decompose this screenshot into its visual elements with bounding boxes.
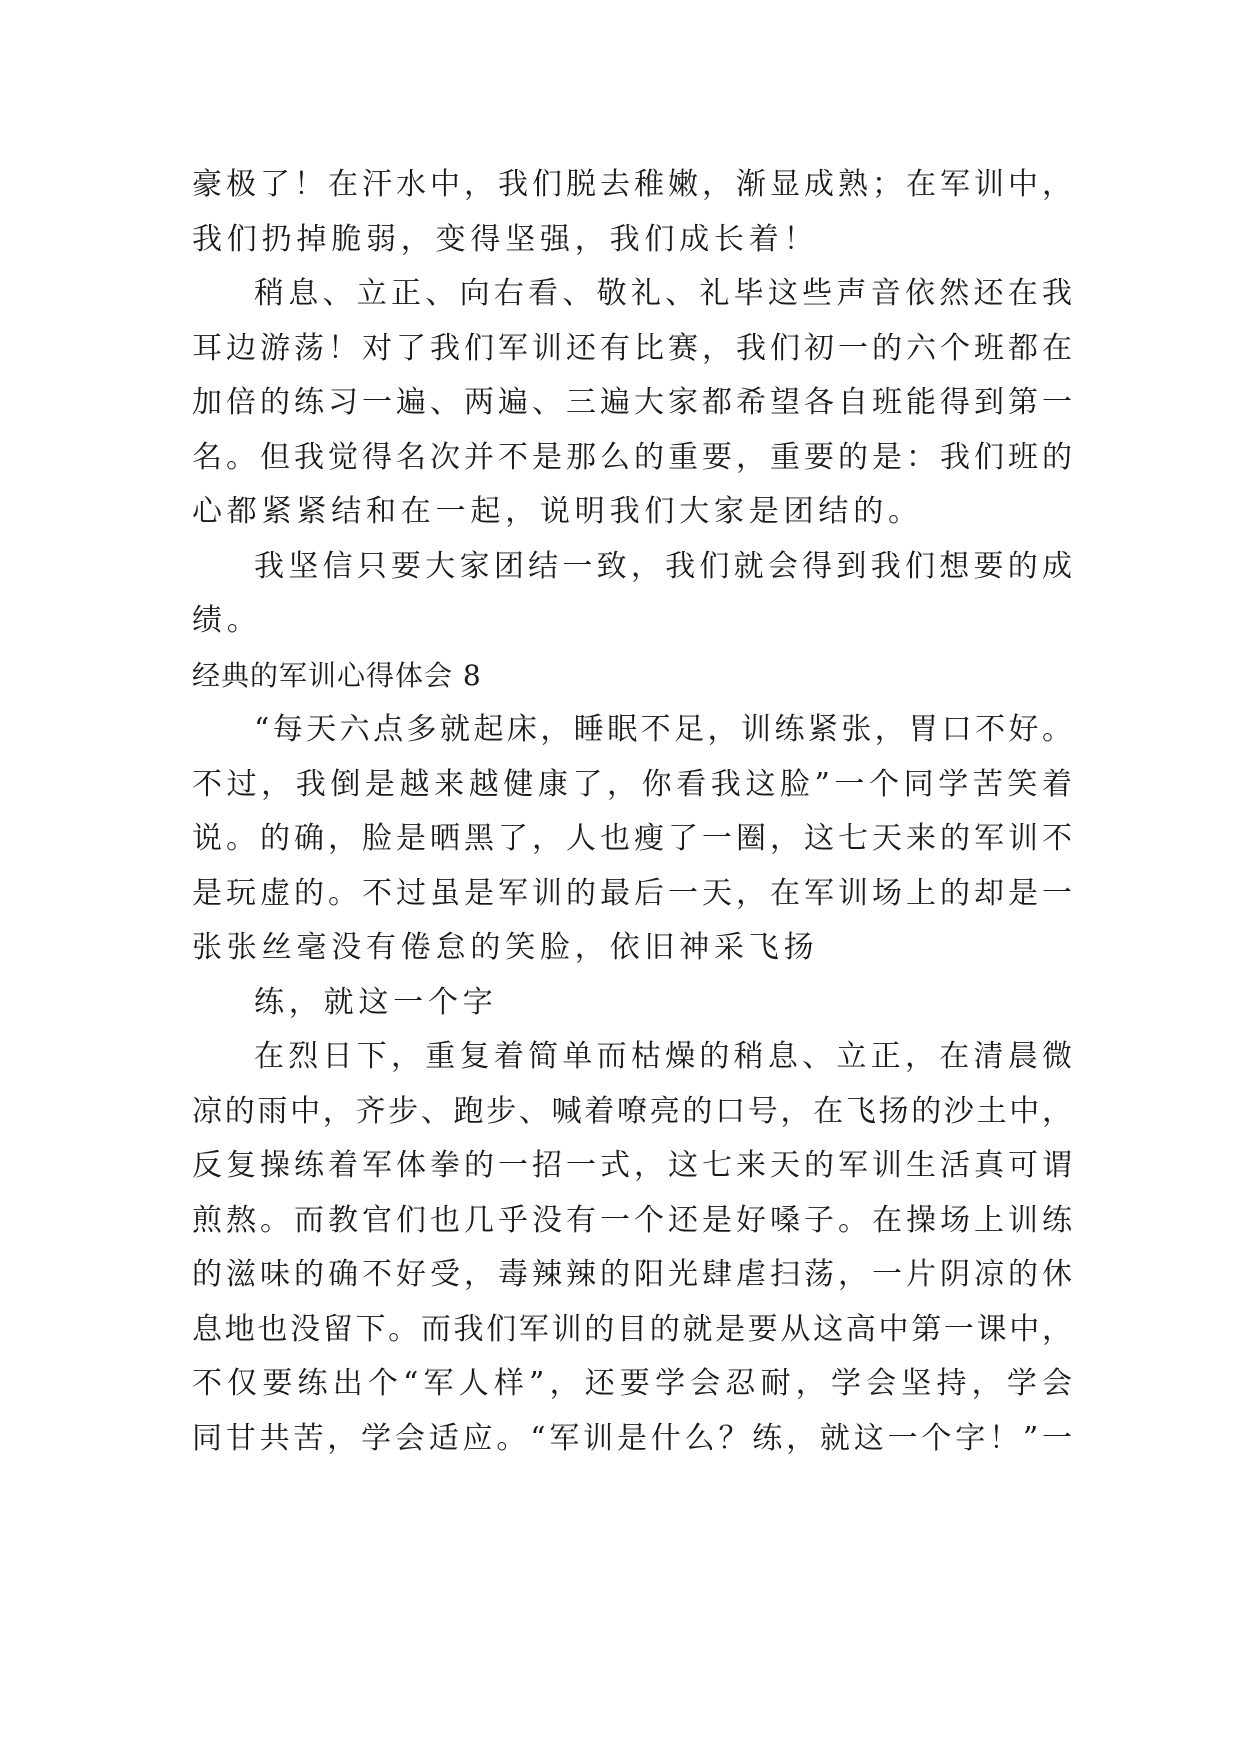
text-line: 心都紧紧结和在一起，说明我们大家是团结的。 bbox=[192, 494, 923, 529]
text-line: 张张丝毫没有倦怠的笑脸，依旧神采飞扬 bbox=[192, 930, 819, 965]
text-line: 我坚信只要大家团结一致，我们就会得到我们想要的成 bbox=[254, 548, 1072, 584]
text-line: 加倍的练习一遍、两遍、三遍大家都希望各自班能得到第一 bbox=[192, 385, 1072, 420]
text-line: 名。但我觉得名次并不是那么的重要，重要的是：我们班的 bbox=[192, 439, 1072, 475]
text-line: 的滋味的确不好受，毒辣辣的阳光肆虐扫荡，一片阴凉的休 bbox=[192, 1257, 1072, 1292]
section-heading: 经典的军训心得体会 8 bbox=[192, 658, 482, 692]
text-line: 息地也没留下。而我们军训的目的就是要从这高中第一课中， bbox=[192, 1311, 1072, 1347]
text-line: 稍息、立正、向右看、敬礼、礼毕这些声音依然还在我 bbox=[254, 276, 1072, 311]
text-line: 反复操练着军体拳的一招一式，这七来天的军训生活真可谓 bbox=[192, 1148, 1072, 1183]
text-line: 说。的确，脸是晒黑了，人也瘦了一圈，这七天来的军训不 bbox=[192, 821, 1072, 856]
text-line: 练，就这一个字 bbox=[254, 984, 498, 1020]
text-line: 在烈日下，重复着简单而枯燥的稍息、立正，在清晨微 bbox=[254, 1039, 1072, 1074]
text-line: 煎熬。而教官们也几乎没有一个还是好嗓子。在操场上训练 bbox=[192, 1202, 1072, 1238]
text-line: 耳边游荡！对了我们军训还有比赛，我们初一的六个班都在 bbox=[192, 330, 1072, 366]
text-line: 绩。 bbox=[192, 603, 262, 638]
document-page bbox=[192, 158, 1072, 1466]
text-line: “每天六点多就起床，睡眠不足，训练紧张，胃口不好。 bbox=[254, 712, 1072, 747]
text-line: 同甘共苦，学会适应。“军训是什么？练，就这一个字！”一 bbox=[192, 1420, 1072, 1456]
text-line: 我们扔掉脆弱，变得坚强，我们成长着！ bbox=[192, 221, 819, 257]
text-line: 豪极了！在汗水中，我们脱去稚嫩，渐显成熟；在军训中， bbox=[192, 167, 1072, 202]
text-line: 凉的雨中，齐步、跑步、喊着嘹亮的口号，在飞扬的沙土中， bbox=[192, 1093, 1072, 1129]
text-line: 不过，我倒是越来越健康了，你看我这脸”一个同学苦笑着 bbox=[192, 766, 1072, 802]
text-line: 不仅要练出个“军人样”，还要学会忍耐，学会坚持，学会 bbox=[192, 1366, 1072, 1401]
text-line: 是玩虚的。不过虽是军训的最后一天，在军训场上的却是一 bbox=[192, 875, 1072, 911]
